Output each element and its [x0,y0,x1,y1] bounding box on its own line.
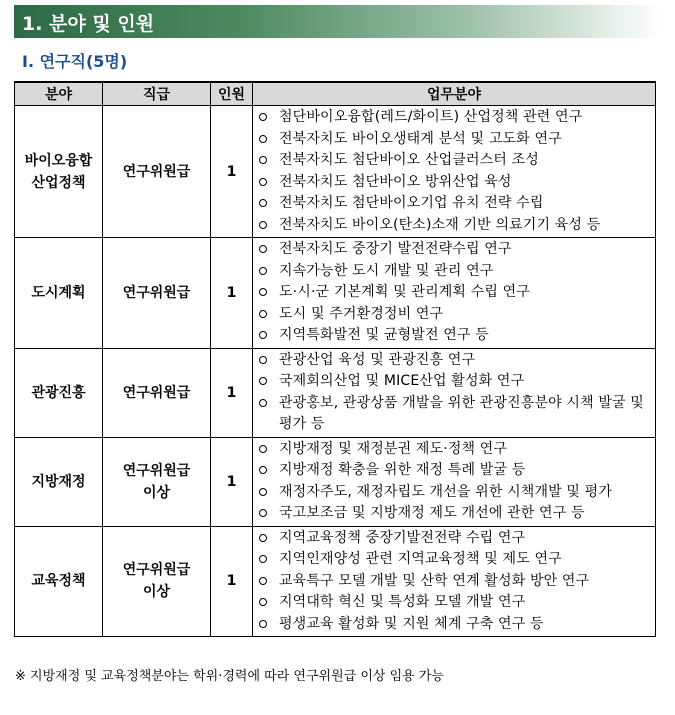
duty-text: 전북자치도 첨단바이오 산업클러스터 조성 [279,152,539,168]
duty-text: 전북자치도 첨단바이오 방위산업 육성 [279,173,512,190]
field-cell [15,106,103,238]
duty-text: 재정자주도, 재정자립도 개선을 위한 시책개발 및 평가 [279,483,613,500]
list-item [257,571,653,593]
circle-bullet-icon [259,534,267,542]
circle-bullet-icon [259,488,267,496]
duty-list [257,439,653,525]
duty-text: 교육특구 모델 개발 및 산학 연계 활성화 방안 연구 [279,572,590,589]
field-line: 산업정책 [31,174,86,191]
field-cell [15,437,103,526]
table-header-row [15,82,656,106]
grade-cell [103,526,211,637]
duty-list [257,107,653,236]
duty-text: 관광산업 육성 및 관광진흥 연구 [279,351,476,368]
circle-bullet-icon [259,620,267,628]
header-duties: 업무분야 [253,82,656,106]
circle-bullet-icon [259,555,267,563]
list-item [257,107,653,129]
list-item [257,371,653,393]
table-row [15,526,656,637]
duty-text: 국고보조금 및 지방재정 제도 개선에 관한 연구 등 [279,505,585,521]
duty-list [257,528,653,636]
count-cell: 1 [211,238,253,349]
duty-text: 첨단바이오융합(레드/화이트) 산업정책 관련 연구 [279,109,583,125]
duty-text: 지방재정 및 재정분권 제도·정책 연구 [279,440,508,457]
circle-bullet-icon [259,310,267,318]
list-item [257,325,653,347]
grade-cell [103,106,211,238]
duty-text: 지역특화발전 및 균형발전 연구 등 [279,327,489,343]
circle-bullet-icon [259,245,267,253]
field-cell [15,348,103,437]
circle-bullet-icon [259,221,267,229]
field-cell [15,526,103,637]
duty-text: 지역인재양성 관련 지역교육정책 및 제도 연구 [279,551,562,567]
footnote: ※ 지방재정 및 교육정책분야는 학위·경력에 따라 연구위원급 이상 임용 가능 [15,669,444,684]
duties-cell [253,348,656,437]
circle-bullet-icon [259,178,267,186]
circle-bullet-icon [259,598,267,606]
list-item [257,304,653,326]
grade-cell [103,348,211,437]
list-item [257,350,653,372]
header-count: 인원 [211,82,253,106]
header-grade: 직급 [103,82,211,106]
circle-bullet-icon [259,445,267,453]
table-body [15,106,656,637]
duty-text: 전북자치도 바이오(탄소)소재 기반 의료기기 육성 등 [279,216,601,233]
list-item [257,460,653,482]
duty-text: 도·시·군 기본계획 및 관리계획 수립 연구 [279,284,530,300]
circle-bullet-icon [259,156,267,164]
list-item [257,528,653,550]
field-line: 도시계획 [31,284,86,301]
recruitment-table [14,81,656,637]
circle-bullet-icon [259,135,267,143]
circle-bullet-icon [259,377,267,385]
duty-text: 도시 및 주거환경정비 연구 [279,305,444,322]
list-item [257,261,653,283]
grade-line: 연구위원급 [122,163,191,180]
list-item [257,503,653,525]
list-item [257,614,653,636]
list-item [257,193,653,215]
grade-line: 연구위원급 [122,384,191,401]
circle-bullet-icon [259,331,267,339]
table-row [15,106,656,238]
duties-cell [253,238,656,349]
duty-text: 전북자치도 바이오생태계 분석 및 고도화 연구 [279,130,562,147]
circle-bullet-icon [259,113,267,121]
duty-text: 지방재정 확충을 위한 재정 특례 발굴 등 [279,462,526,478]
duty-text: 지속가능한 도시 개발 및 관리 연구 [279,262,494,279]
duties-cell [253,526,656,637]
list-item [257,172,653,194]
field-line: 지방재정 [31,473,86,490]
circle-bullet-icon [259,509,267,517]
circle-bullet-icon [259,399,267,407]
grade-line: 이상 [142,484,171,501]
duty-list [257,239,653,347]
count-cell: 1 [211,526,253,637]
count-cell: 1 [211,106,253,238]
grade-line: 연구위원급 [122,462,191,479]
duty-list [257,350,653,436]
list-item [257,549,653,571]
list-item [257,282,653,304]
duty-text: 지역교육정책 중장기발전전략 수립 연구 [279,529,526,546]
grade-line: 이상 [142,584,171,601]
circle-bullet-icon [259,356,267,364]
list-item [257,482,653,504]
subsection-title: Ⅰ. 연구직(5명) [22,52,128,71]
list-item [257,592,653,614]
duties-cell [253,437,656,526]
section-title: 1. 분야 및 인원 [22,13,155,35]
grade-cell [103,238,211,349]
count-cell: 1 [211,437,253,526]
count-cell: 1 [211,348,253,437]
duty-text: 지역대학 혁신 및 특성화 모델 개발 연구 [279,594,526,610]
circle-bullet-icon [259,288,267,296]
table-row [15,238,656,349]
field-cell [15,238,103,349]
circle-bullet-icon [259,577,267,585]
field-line: 교육정책 [31,573,86,590]
grade-line: 연구위원급 [122,284,191,301]
circle-bullet-icon [259,466,267,474]
circle-bullet-icon [259,199,267,207]
duty-text: 전북자치도 첨단바이오기업 유치 전략 수립 [279,195,544,211]
field-line: 바이오융합 [24,152,93,169]
grade-line: 연구위원급 [122,562,191,579]
list-item [257,129,653,151]
duty-text: 평생교육 활성화 및 지원 체계 구축 연구 등 [279,615,544,632]
header-field: 분야 [15,82,103,106]
duty-text: 국제회의산업 및 MICE산업 활성화 연구 [279,373,525,389]
list-item [257,393,653,436]
duty-text: 관광홍보, 관광상품 개발을 위한 관광진흥분야 시책 발굴 및 평가 등 [279,394,644,432]
list-item [257,215,653,237]
section-header-bar [14,5,662,38]
grade-cell [103,437,211,526]
list-item [257,150,653,172]
duties-cell [253,106,656,238]
table-row [15,437,656,526]
field-line: 관광진흥 [31,384,86,401]
list-item [257,439,653,461]
circle-bullet-icon [259,267,267,275]
table-row [15,348,656,437]
list-item [257,239,653,261]
duty-text: 전북자치도 중장기 발전전략수립 연구 [279,241,512,257]
